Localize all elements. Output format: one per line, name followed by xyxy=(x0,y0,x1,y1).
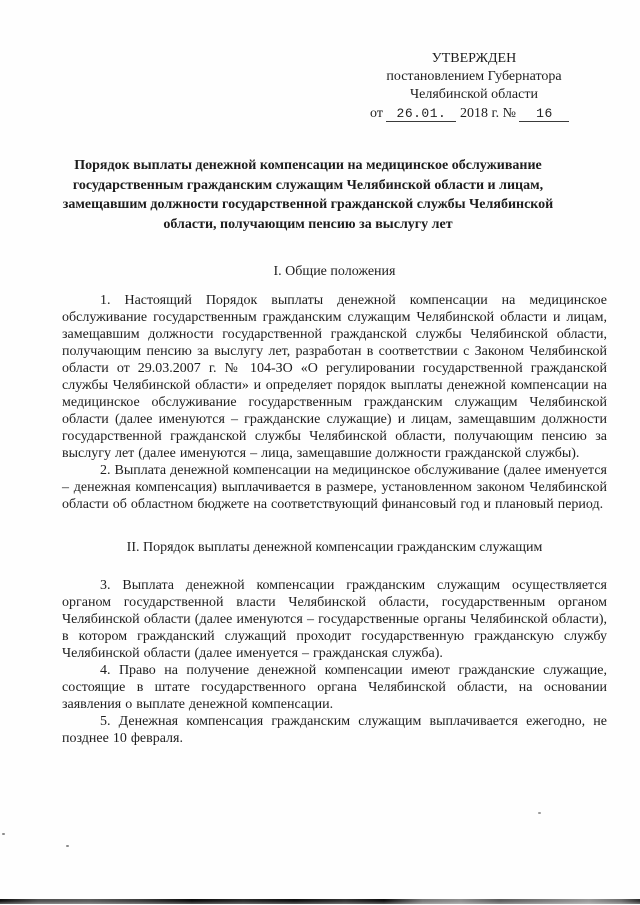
date-value: 26.01. xyxy=(396,106,447,121)
section-heading-general: I. Общие положения xyxy=(273,264,396,279)
paragraph-2: 2. Выплата денежной компенсации на медицинское обслуживание (далее именуется – денежная компенсация) выплачивается в размере, установленном законом Челябинской области об областном бюджете на соответствующий финансовый год и плановый период. xyxy=(62,463,607,512)
section-heading-payment-order: II. Порядок выплаты денежной компенсации гражданским служащим xyxy=(126,540,543,555)
paragraph-1: 1. Настоящий Порядок выплаты денежной компенсации на медицинское обслуживание государственным гражданским служащим Челябинской области и лицам, замещавшим должности государственной гражданской службы Челябинской области, получающим пенсию за выслугу лет, разработан в соответствии с Законом Челябинской области от 29.03.2007 г. № 104-ЗО «О регулировании государственной гражданской службы Челябинской области» и определяет порядок выплаты денежной компенсации на медицинское обслуживание государственным гражданским служащим Челябинской области (далее именуются – гражданские служащие) и лицам, замещавшим должности государственной гражданской службы Челябинской области, получающим пенсию за выслугу лет (далее именуются – лица, замещавшие должности гражданской службы). xyxy=(62,293,607,461)
document-number-value: 16 xyxy=(536,106,553,121)
scan-speckle xyxy=(538,812,541,814)
paragraph-3: 3. Выплата денежной компенсации гражданским служащим осуществляется органом государственной власти Челябинской области, государственным органом Челябинской области (далее именуются – государственные органы Челябинской области), в котором гражданский служащий проходит государственную гражданскую службу Челябинской области (далее именуется – гражданская служба). xyxy=(62,578,607,661)
document-body xyxy=(62,263,607,747)
date-suffix: 2018 г. № xyxy=(459,106,516,121)
date-prefix: от xyxy=(370,106,383,121)
document-title: Порядок выплаты денежной компенсации на медицинское обслуживание государственным гражданским служащим Челябинской области и лицам, замещавшим должности государственной гражданской службы Челябинской области, получающим пенсию за выслугу лет xyxy=(62,158,554,232)
scan-speckle xyxy=(2,833,5,835)
paragraph-4: 4. Право на получение денежной компенсации имеют гражданские служащие, состоящие в штате государственного органа Челябинской области, на основании заявления о выплате денежной компенсации. xyxy=(62,663,607,712)
approval-block xyxy=(362,50,586,123)
approval-line-resolution: постановлением Губернатора xyxy=(386,69,562,84)
approval-line-region: Челябинской области xyxy=(410,87,538,102)
scan-speckle xyxy=(66,845,69,847)
number-filled-blank xyxy=(519,106,569,122)
approval-date-line xyxy=(362,105,586,123)
paragraph-5: 5. Денежная компенсация гражданским служащим выплачивается ежегодно, не позднее 10 февраля. xyxy=(62,714,607,746)
scan-edge-artifact xyxy=(0,899,640,904)
date-filled-blank xyxy=(386,106,456,122)
approval-line-approved: УТВЕРЖДЕН xyxy=(431,51,517,66)
